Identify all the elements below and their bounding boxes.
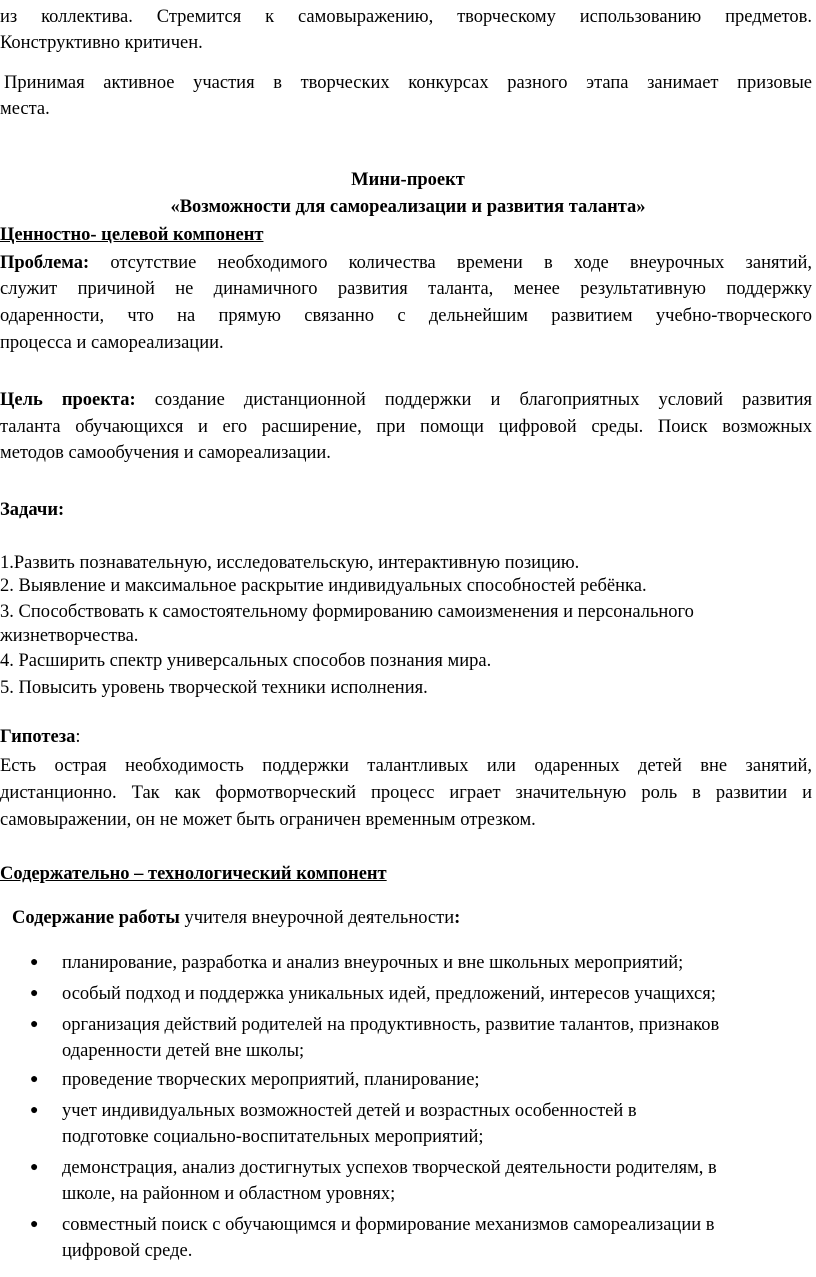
problem-line-2: служит причиной не динамичного развития таланта, менее результативную поддержку [0,279,812,299]
goal-line-2: таланта обучающихся и его расширение, при помощи цифровой среды. Поиск возможных [0,417,812,437]
section-heading-value-component: Ценностно- целевой компонент [0,225,264,245]
bullet-icon: ● [30,1103,39,1118]
section-heading-content-component: Содержательно – технологический компонент [0,864,387,884]
hypothesis-line-1: Есть острая необходимость поддержки талантливых или одаренных детей вне занятий, [0,756,812,776]
list-item: учет индивидуальных возможностей детей и возрастных особенностей в [62,1101,637,1121]
task-item-5: 5. Повысить уровень творческой техники исполнения. [0,678,428,698]
list-item-continuation: школе, на районном и областном уровнях; [62,1184,396,1204]
list-item: планирование, разработка и анализ внеурочных и вне школьных мероприятий; [62,953,684,973]
project-title: Мини-проект [351,170,465,190]
task-item-1: 1.Развить познавательную, исследовательскую, интерактивную позицию. [0,553,580,573]
tasks-heading: Задачи: [0,500,65,520]
bullet-icon: ● [30,1160,39,1175]
goal-line-1 [0,387,812,413]
goal-text: создание дистанционной поддержки и благоприятных условий развития [135,390,813,410]
bullet-icon: ● [30,986,39,1001]
list-item: демонстрация, анализ достигнутых успехов творческой деятельности родителям, в [62,1158,717,1178]
hypothesis-line-3: самовыражении, он не может быть ограничен временным отрезком. [0,810,536,830]
hypothesis-colon: : [75,727,81,747]
intro-line-1: из коллектива. Стремится к самовыражению, творческому использованию предметов. [0,7,812,27]
goal-label: Цель проекта: [0,390,136,410]
problem-text: отсутствие необходимого количества времени в ходе внеурочных занятий, [89,253,812,273]
problem-line-1 [0,250,812,276]
bullet-icon: ● [30,1017,39,1032]
intro-line-4: места. [0,99,50,119]
work-content-label: Содержание работы [12,908,180,928]
work-content-line [12,905,460,931]
list-item-continuation: цифровой среде. [62,1241,193,1261]
intro-line-3: Принимая активное участия в творческих конкурсах разного этапа занимает призовые [4,73,812,93]
task-item-3b: жизнетворчества. [0,626,139,646]
hypothesis-label-line [0,724,81,750]
problem-line-3: одаренности, что на прямую связанно с дельнейшим развитием учебно-творческого [0,306,812,326]
list-item-continuation: одаренности детей вне школы; [62,1041,305,1061]
goal-line-3: методов самообучения и самореализации. [0,443,331,463]
intro-line-2: Конструктивно критичен. [0,33,203,53]
list-item: проведение творческих мероприятий, планирование; [62,1070,480,1090]
problem-line-4: процесса и самореализации. [0,333,224,353]
list-item: особый подход и поддержка уникальных идей, предложений, интересов учащихся; [62,984,716,1004]
list-item-continuation: подготовке социально-воспитательных мероприятий; [62,1127,484,1147]
problem-label: Проблема: [0,253,90,273]
task-item-4: 4. Расширить спектр универсальных способов познания мира. [0,651,492,671]
bullet-icon: ● [30,1217,39,1232]
work-content-colon: : [454,908,461,928]
project-subtitle: «Возможности для самореализации и развития таланта» [170,197,646,217]
hypothesis-label: Гипотеза [0,727,76,747]
task-item-2: 2. Выявление и максимальное раскрытие индивидуальных способностей ребёнка. [0,576,647,596]
work-content-text: учителя внеурочной деятельности [179,908,455,928]
bullet-icon: ● [30,955,39,970]
bullet-icon: ● [30,1072,39,1087]
task-item-3a: 3. Способствовать к самостоятельному формированию самоизменения и персонального [0,602,694,622]
list-item: совместный поиск с обучающимся и формирование механизмов самореализации в [62,1215,715,1235]
list-item: организация действий родителей на продуктивность, развитие талантов, признаков [62,1015,720,1035]
hypothesis-line-2: дистанционно. Так как формотворческий процесс играет значительную роль в развитии и [0,783,812,803]
